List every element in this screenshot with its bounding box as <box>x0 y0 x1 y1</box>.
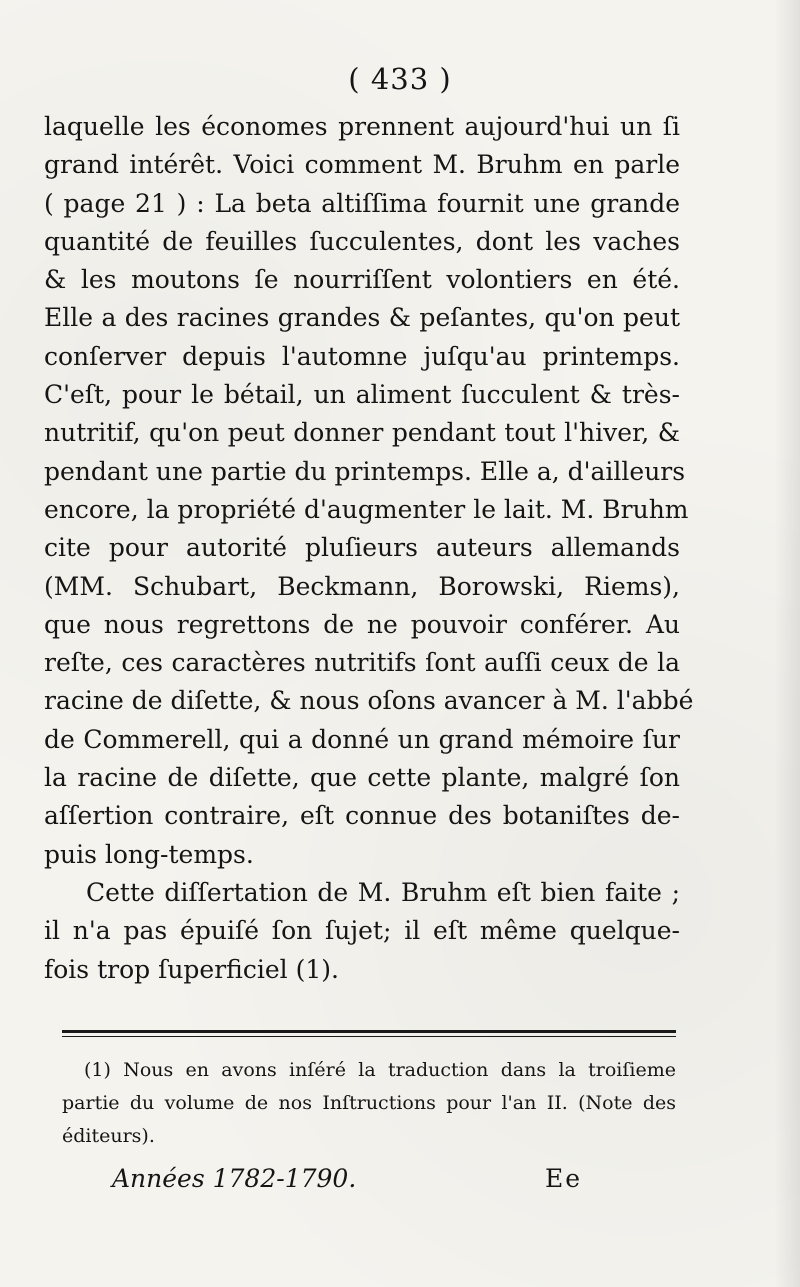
footnote-line: éditeurs). <box>62 1125 155 1147</box>
signature-line <box>112 1160 582 1198</box>
body-text <box>44 108 694 989</box>
footnote-line: (1) Nous en avons inſéré la traduction dans la troiſieme <box>84 1059 676 1081</box>
body-line: grand intérêt. Voici comment M. Bruhm en parle <box>44 150 680 180</box>
page-number: ( 433 ) <box>348 62 452 96</box>
body-line: Cette diſſertation de M. Bruhm eſt bien faite ; <box>86 877 680 907</box>
footnote-line: partie du volume de nos Inſtructions pour l'an II. (Note des <box>62 1092 676 1114</box>
body-line: racine de diſette, & nous oſons avancer à M. l'abbé <box>44 686 694 716</box>
body-line: aſſertion contraire, eſt connue des botaniſtes de- <box>44 801 680 831</box>
footnote <box>62 1054 676 1153</box>
body-line: fois trop ſuperficiel (1). <box>44 954 339 984</box>
body-line: Elle a des racines grandes & peſantes, qu'on peut <box>44 303 680 333</box>
body-line: que nous regrettons de ne pouvoir conférer. Au <box>44 609 680 639</box>
body-line: il n'a pas épuiſé ſon ſujet; il eſt même quelque- <box>44 916 680 946</box>
body-line: (MM. Schubart, Beckmann, Borowski, Riems), <box>44 571 680 601</box>
body-line: ( page 21 ) : La beta altiſſima fournit une grande <box>44 188 680 218</box>
body-line: encore, la propriété d'augmenter le lait. M. Bruhm <box>44 494 689 524</box>
body-line: quantité de feuilles ſucculentes, dont les vaches <box>44 226 680 256</box>
body-line: conſerver depuis l'automne juſqu'au printemps. <box>44 341 680 371</box>
footnote-rule-thin <box>62 1036 676 1037</box>
body-line: reſte, ces caractères nutritifs ſont auſſi ceux de la <box>44 648 680 678</box>
body-line: & les moutons ſe nourriſſent volontiers en été. <box>44 265 680 295</box>
body-line: nutritif, qu'on peut donner pendant tout l'hiver, & <box>44 418 680 448</box>
signature-years: Années 1782-1790. <box>112 1164 357 1193</box>
body-line: pendant une partie du printemps. Elle a, d'ailleurs <box>44 456 686 486</box>
body-line: C'eſt, pour le bétail, un aliment ſucculent & très- <box>44 380 680 410</box>
body-line: de Commerell, qui a donné un grand mémoire ſur <box>44 724 680 754</box>
signature-mark: Ee <box>544 1164 582 1193</box>
footnote-rule <box>62 1030 676 1033</box>
body-line: laquelle les économes prennent aujourd'hui un ſi <box>44 112 680 141</box>
body-line: la racine de diſette, que cette plante, malgré ſon <box>44 763 680 793</box>
body-line: cite pour autorité pluſieurs auteurs allemands <box>44 533 680 563</box>
body-line: puis long-temps. <box>44 839 254 869</box>
page-edge-shadow <box>774 0 800 1287</box>
